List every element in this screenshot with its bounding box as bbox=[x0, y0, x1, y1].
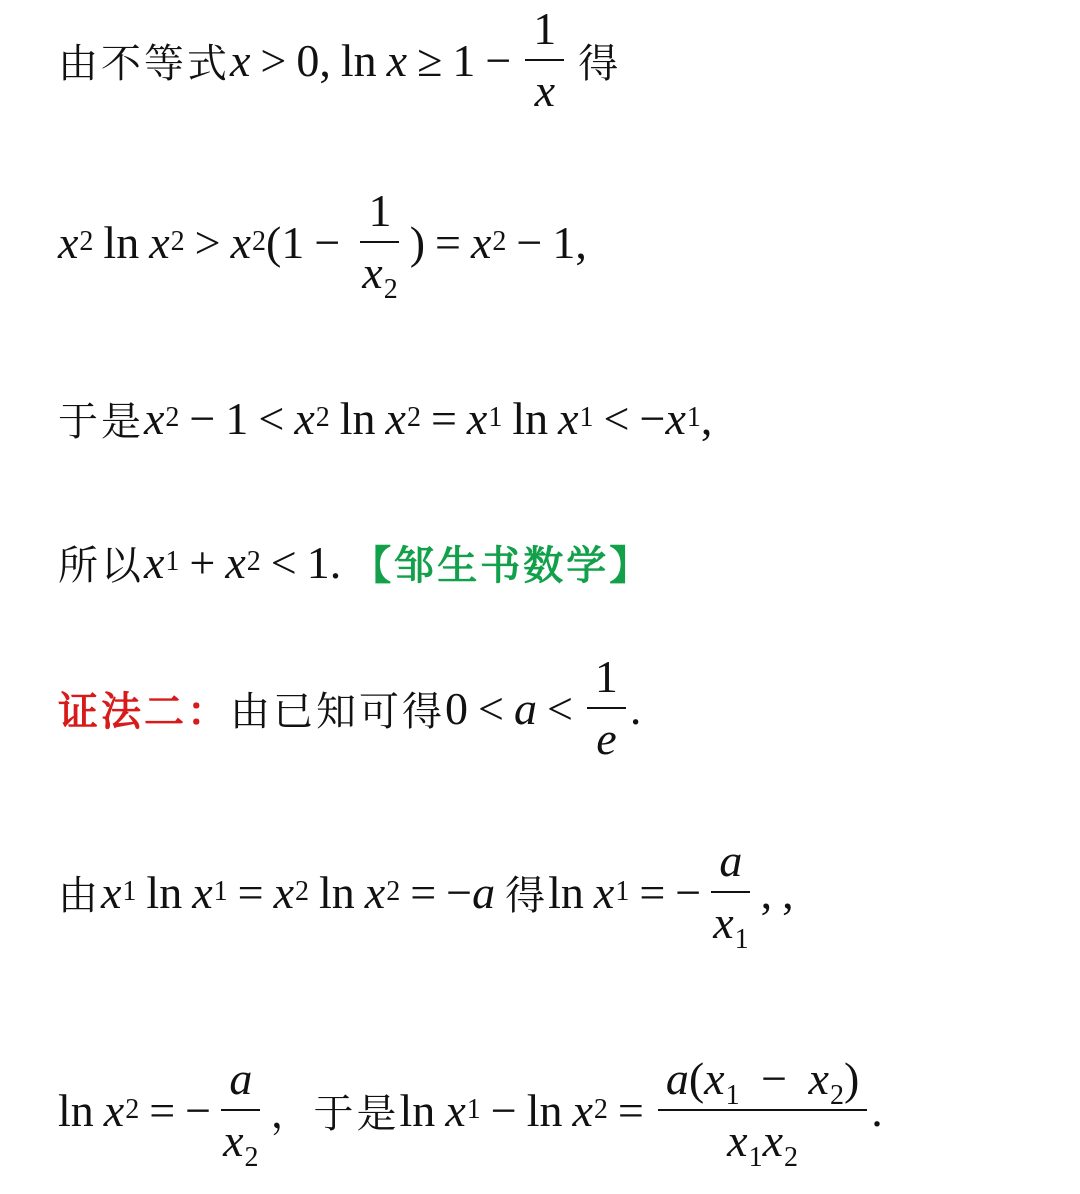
text-prefix: 所以 bbox=[58, 542, 144, 589]
line-therefore-chain: 于是 x 2 − 1 < x 2 ln x 2 = x 1 ln x 1 < − x 1 , bbox=[58, 348, 712, 488]
line-ln-x2-difference: ln x 2 = − $\frac{a}{x_2}$ ，于是 ln x 1 − ln x 2 = $\frac{a(x_1 - x_2)}{x_1x_2}$ . bbox=[58, 1052, 883, 1173]
fraction-one-over-e: $\frac{1}{e}$ bbox=[587, 653, 626, 764]
line-ln-x1: 由 x 1 ln x 1 = x 2 ln x 2 = − a 得 ln x 1 = − $\frac{a}{x_1}$ , , bbox=[58, 834, 794, 955]
text-mid: ，于是 bbox=[270, 1090, 400, 1137]
text-suffix: 得 bbox=[578, 40, 622, 87]
fraction-one-over-x: $\frac{1}{x}$ bbox=[525, 5, 564, 116]
text-prefix: 由不等式 bbox=[58, 40, 230, 87]
fraction-a-over-x2: $\frac{a}{x_2}$ bbox=[223, 1052, 259, 1173]
line-method-two: 证法二： 由已知可得 0 < a < $\frac{1}{e}$ . bbox=[58, 650, 642, 764]
brand-watermark: 【邹生书数学】 bbox=[351, 542, 653, 589]
text-intro: 由已知可得 bbox=[230, 688, 445, 735]
text-prefix: 于是 bbox=[58, 398, 144, 445]
line-conclusion: 所以 x 1 + x 2 < 1 . 【邹生书数学】 bbox=[58, 492, 652, 632]
text-mid: 得 bbox=[505, 872, 549, 919]
fraction-a-over-x1: $\frac{a}{x_1}$ bbox=[713, 834, 749, 955]
text-prefix: 由 bbox=[58, 872, 101, 919]
line-x2-ln-x2: x 2 ln x 2 > x 2 ( 1 − $\frac{1}{x_2}$ ) = x 2 − 1 , bbox=[58, 184, 587, 305]
line-inequality-premise: 由不等式 x > 0 , ln x ≥ 1 − $\frac{1}{x}$ 得 bbox=[58, 2, 622, 116]
method-label: 证法二： bbox=[58, 688, 230, 735]
fraction-one-over-x2: $\frac{1}{x_2}$ bbox=[362, 184, 398, 305]
fraction-difference: $\frac{a(x_1 - x_2)}{x_1x_2}$ bbox=[658, 1055, 867, 1166]
